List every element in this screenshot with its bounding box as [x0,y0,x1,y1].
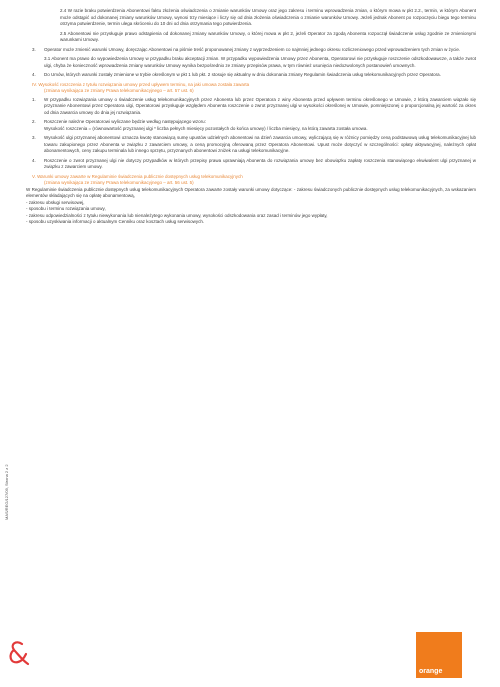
item-number: 3. [32,46,36,52]
item-text: W przypadku rozwiązania umowy o świadczenie usług telekomunikacyjnych przez Abonenta lub przez Operatora z winy Abonenta przed upływem terminu określonego w Umowie, z którą zawarciem wiązało się przyznanie Abonentowi przez Operatora ulgi, Operatorowi przysługuje względem Abonenta roszczenie o zwrot przyznanej ulgi w wysokości określonej w Umowie, pomniejszonej o proporcjonalną jej wartość za okres od dnia zawarcia umowy do dnia jej rozwiązania. [44,96,476,115]
item-number: 2. [32,119,36,124]
item-text: Operator może zmienić warunki Umowy, doręczając Abonentowi na piśmie treść proponowanej zmiany z wyprzedzeniem co najmniej jednego okresu rozliczeniowego przed wprowadzeniem tych zmian w życie. [44,46,461,52]
item-text: Wysokość ulgi przyznanej abonentowi oznacza kwotę stanowiącą sumę upustów udzielnych abonentowi na dzień zawarcia umowy, wyliczającą się w różnicy pomiędzy ceną podstawową usług telekomunikacyjnej lub towaru zakupionego przez Abonenta w związku z zawarciem umowy, a ceną promocyjną oferowaną przez Operatora Abonentowi. Upust może dotyczyć w szczególności: opłaty aktywacyjnej, należnych opłat abonamentowych, ceny zakupu terminala lub innego sprzętu, przyznanych abonentowi zniżek na usługi telekomunikacyjne. [44,135,476,153]
list-item-iv-2 [26,119,476,126]
document-code: MAS/REG/127/09, Strona 2 z 2 [4,464,9,520]
section-subtitle: (zmiana wynikająca ze zmiany Prawa telekomunikacyjnego – art. 56 ust. 5) [44,180,194,185]
paragraph-3-1: 3.1 Abonent ma prawo do wypowiedzenia Umowy w przypadku braku akceptacji zmian. W przypadku wypowiedzenia Umowy przez Abonenta, Operatorowi nie przysługuje roszczenie odszkodowawcze, a także zwrot ulgi, chyba że konieczność wprowadzenia zmiany warunków Umowy wynika bezpośrednio ze zmiany przepisów prawa, w tym również usunięcia niedozwolonych postanowień umownych. [44,56,476,68]
list-item-iv-3 [26,135,476,155]
document-body [26,8,476,226]
item-text: Roszczenie należne Operatorowi wyliczane będzie według następującego wzoru: [44,119,206,124]
list-item-4 [26,72,476,79]
list-dash-item: - zakresu odpowiedzialności z tytułu niewykonania lub nienależytego wykonania umowy, wysokości odszkodowania oraz zasad i terminów jego wypłaty, [26,212,328,218]
paragraph-2-5: 2.5 Abonentowi nie przysługuje prawo odstąpienia od dokonanej zmiany warunków Umowy, o której mowa w pkt 2, jeżeli Operator za zgodą Abonenta rozpoczął świadczenie usług zgodnie ze zmienionymi warunkami Umowy. [60,30,476,42]
item-number: 1. [32,96,36,102]
item-text: Do Umów, których warunki zostały zmienione w trybie określonym w pkt 1 lub pkt. 2 stosuje się aktualny w dniu dokonania zmiany Regulamin świadczenia usług telekomunikacyjnych przez Operatora. [44,72,441,77]
formula-text: Wysokość roszczenia = (równowartość przyznanej ulgi * liczba pełnych miesięcy pozostałych do końca umowy) / liczba miesięcy, na którą zawarta została umowa. [44,125,368,131]
logo-text: orange [419,668,443,675]
paragraph-2-4: 2.4 W razie braku potwierdzenia Abonentowi faktu złożenia oświadczenia o zmianie warunków Umowy oraz jego zakresu i terminu wprowadzenia zmian, o którym mowa w pkt 2.2., termin, w którym Abonent może odstąpić od dokonanej zmiany warunków Umowy, wynosi trzy miesiące i liczy się od dnia złożenia oświadczenia o zmianie warunków Umowy. Jeżeli jednak Abonent po rozpoczęciu biegu tego terminu otrzyma potwierdzenie, termin ulega skróceniu do 10 dni od dnia otrzymania tego potwierdzenia. [60,8,476,26]
section-v-heading [26,174,476,187]
orange-logo [416,632,462,678]
item-number: 4. [32,157,36,163]
section-v-intro: W Regulaminie świadczenia publicznie dostępnych usług telekomunikacyjnych Operatora zawarte zostały warunki umowy dotyczące: - zakresu świadczonych publicznie dostępnych usług telekomunikacyjnych, za wskazaniem elementów składających się na opłatę abonamentową, [26,186,476,198]
section-iv-heading [26,82,476,95]
list-item-iv-4 [26,158,476,171]
section-subtitle: (zmiana wynikająca ze zmiany Prawa telekomunikacyjnego – art. 57 ust. 6) [44,88,194,93]
item-text: Roszczenie o zwrot przyznanej ulgi nie dotyczy przypadków w których przepisy prawa uprawniają Abonenta do rozwiązania umowy bez obowiązku zapłaty roszczenia stanowiącego ekwiwalent ulgi przyznanej w związku z zawarciem umowy. [44,157,476,169]
list-dash-item: - sposobu i terminu rozwiązania umowy, [26,206,106,211]
section-title: IV. Wysokość roszczenia z tytułu rozwiązania umowy przed upływem terminu, na jaki umowa została zawarta [32,81,250,87]
list-item-iv-1 [26,97,476,117]
item-number: 3. [32,135,36,140]
list-dash-item: - sposobu uzyskiwania informacji o aktualnym Cenniku oraz kosztach usług serwisowych. [26,219,205,224]
section-title: V. Warunki umowy zawarte w Regulaminie świadczenia publicznie dostępnych usług telekomunikacyjnych [32,173,243,179]
list-item-3 [26,47,476,54]
item-number: 4. [32,72,36,77]
list-dash-item: - zakresu obsługi serwisowej, [26,199,85,205]
ampersand-logo-icon [6,640,30,668]
